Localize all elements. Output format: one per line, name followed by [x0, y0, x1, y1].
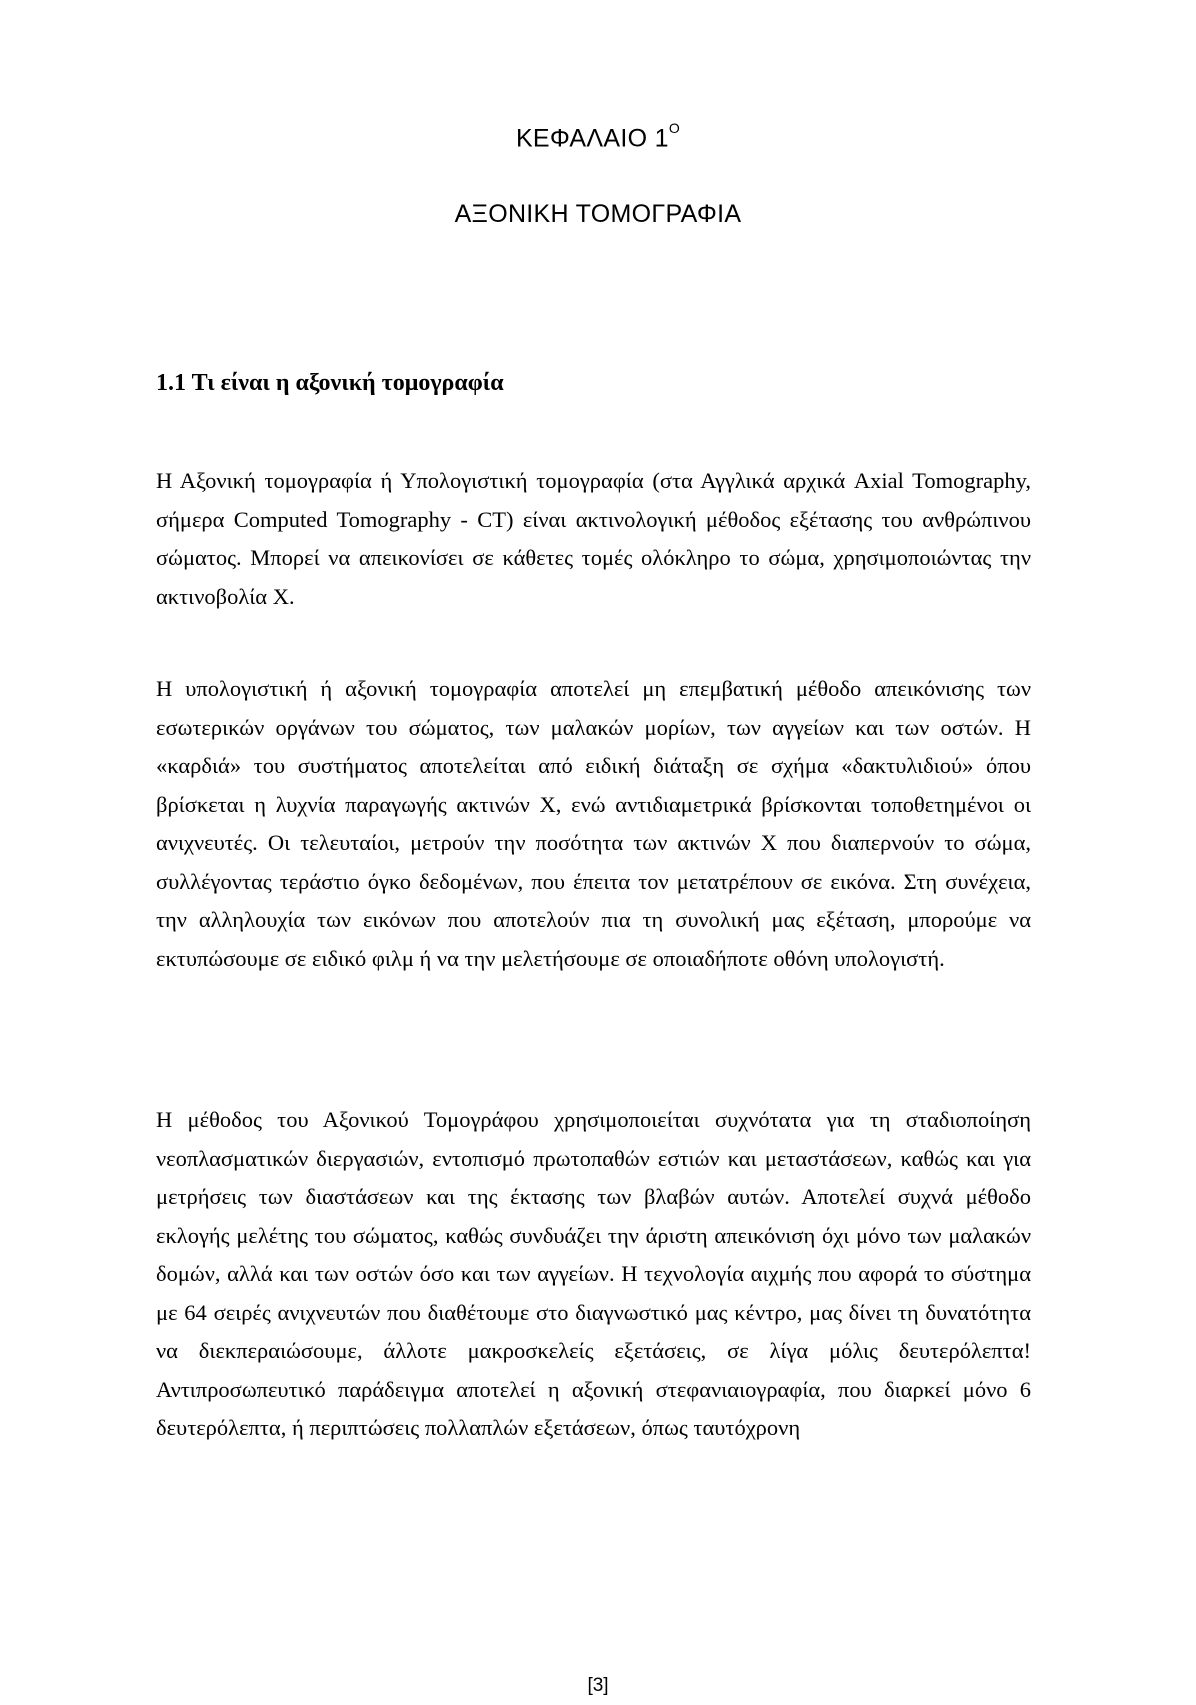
section-heading: 1.1 Τι είναι η αξονική τομογραφία: [156, 370, 504, 396]
chapter-title: ΑΞΟΝΙΚΗ ΤΟΜΟΓΡΑΦΙΑ: [454, 200, 742, 228]
chapter-label-text: ΚΕΦΑΛΑΙΟ 1: [515, 124, 669, 153]
paragraph-1: Η Αξονική τομογραφία ή Υπολογιστική τομογραφία (στα Αγγλικά αρχικά Axial Tomography, σήμερα Computed Tomography - CT) είναι ακτινολογική μέθοδος εξέτασης του ανθρώπινου σώματος. Μπορεί να απεικονίσει σε κάθετες τομές ολόκληρο το σώμα, χρησιμοποιώντας την ακτινοβολία X.: [156, 468, 1031, 609]
chapter-label: [0, 120, 1196, 153]
paragraph-3: Η μέθοδος του Αξονικού Τομογράφου χρησιμοποιείται συχνότατα για τη σταδιοποίηση νεοπλασματικών διεργασιών, εντοπισμό πρωτοπαθών εστιών και μεταστάσεων, καθώς και για μετρήσεις των διαστάσεων και της έκτασης των βλαβών αυτών. Αποτελεί συχνά μέθοδο εκλογής μελέτης του σώματος, καθώς συνδυάζει την άριστη απεικόνιση όχι μόνο των μαλακών δομών, αλλά και των οστών όσο και των αγγείων. Η τεχνολογία αιχμής που αφορά το σύστημα με 64 σειρές ανιχνευτών που διαθέτουμε στο διαγνωστικό μας κέντρο, μας δίνει τη δυνατότητα να διεκπεραιώσουμε, άλλοτε μακροσκελείς εξετάσεις, σε λίγα μόλις δευτερόλεπτα! Αντιπροσωπευτικό παράδειγμα αποτελεί η αξονική στεφανιαιογραφία, που διαρκεί μόνο 6 δευτερόλεπτα, ή περιπτώσεις πολλαπλών εξετάσεων, όπως ταυτόχρονη: [156, 1107, 1031, 1440]
chapter-label-superscript: Ο: [668, 120, 681, 136]
paragraph-2: Η υπολογιστική ή αξονική τομογραφία αποτελεί μη επεμβατική μέθοδο απεικόνισης των εσωτερικών οργάνων του σώματος, των μαλακών μορίων, των αγγείων και των οστών. Η «καρδιά» του συστήματος αποτελείται από ειδική διάταξη σε σχήμα «δακτυλιδιού» όπου βρίσκεται η λυχνία παραγωγής ακτινών X, ενώ αντιδιαμετρικά βρίσκονται τοποθετημένοι οι ανιχνευτές. Οι τελευταίοι, μετρούν την ποσότητα των ακτινών X που διαπερνούν το σώμα, συλλέγοντας τεράστιο όγκο δεδομένων, που έπειτα τον μετατρέπουν σε εικόνα. Στη συνέχεια, την αλληλουχία των εικόνων που αποτελούν πια τη συνολική μας εξέταση, μπορούμε να εκτυπώσουμε σε ειδικό φιλμ ή να την μελετήσουμε σε οποιαδήποτε οθόνη υπολογιστή.: [156, 676, 1031, 971]
page-number: [3]: [587, 1675, 609, 1696]
